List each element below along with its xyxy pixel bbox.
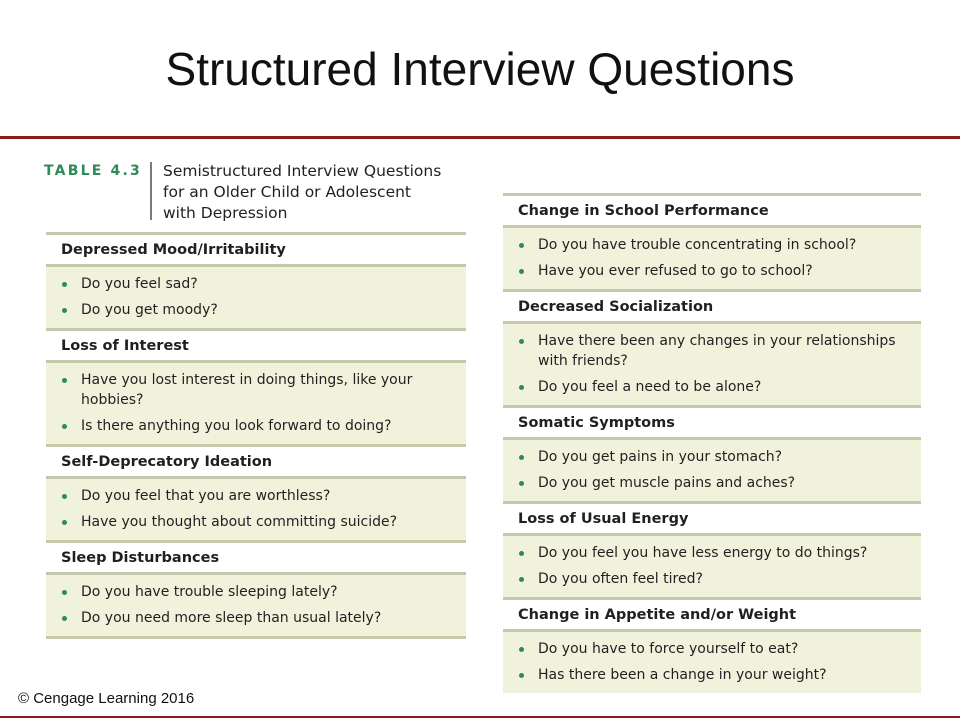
section-questions	[46, 267, 466, 331]
question-item	[503, 662, 921, 688]
footer-divider	[0, 716, 960, 718]
question-text: Have you lost interest in doing things, like your hobbies?	[81, 372, 413, 408]
question-item	[503, 444, 921, 470]
copyright-notice: © Cengage Learning 2016	[18, 690, 195, 707]
question-item	[46, 509, 466, 535]
question-text: Do you get muscle pains and aches?	[538, 475, 796, 491]
table-right-column	[503, 193, 921, 693]
section-questions	[503, 440, 921, 504]
question-item	[503, 566, 921, 592]
question-text: Have you ever refused to go to school?	[538, 263, 813, 279]
table-caption-line: with Depression	[163, 204, 288, 222]
section-heading: Decreased Socialization	[503, 292, 921, 324]
question-text: Do you need more sleep than usual lately?	[81, 610, 382, 626]
question-item	[46, 605, 466, 631]
section-questions	[503, 632, 921, 693]
question-text: Do you have trouble concentrating in school?	[538, 237, 857, 253]
question-text: Do you feel you have less energy to do things?	[538, 545, 868, 561]
question-text: Have there been any changes in your relationships with friends?	[538, 333, 896, 369]
question-item	[503, 232, 921, 258]
table-caption-line: Semistructured Interview Questions	[163, 162, 442, 180]
bullet-icon	[519, 647, 524, 652]
bullet-icon	[519, 673, 524, 678]
question-text: Do you feel sad?	[81, 276, 198, 292]
bullet-icon	[62, 590, 67, 595]
table-number: TABLE 4.3	[44, 163, 142, 179]
bullet-icon	[519, 269, 524, 274]
question-item	[46, 483, 466, 509]
table-left-column	[46, 232, 466, 639]
bullet-icon	[519, 481, 524, 486]
table-caption-divider	[150, 162, 152, 220]
question-text: Do you feel that you are worthless?	[81, 488, 331, 504]
bullet-icon	[519, 243, 524, 248]
slide-title: Structured Interview Questions	[165, 43, 795, 95]
bullet-icon	[519, 577, 524, 582]
section-questions	[46, 575, 466, 639]
bullet-icon	[62, 616, 67, 621]
question-text: Do you get moody?	[81, 302, 218, 318]
question-item	[503, 258, 921, 284]
question-item	[46, 271, 466, 297]
bullet-icon	[62, 424, 67, 429]
bullet-icon	[62, 308, 67, 313]
question-text: Do you feel a need to be alone?	[538, 379, 762, 395]
question-text: Do you have trouble sleeping lately?	[81, 584, 338, 600]
section-heading: Change in School Performance	[503, 196, 921, 228]
bullet-icon	[62, 282, 67, 287]
question-text: Do you often feel tired?	[538, 571, 703, 587]
bullet-icon	[519, 455, 524, 460]
section-heading: Loss of Usual Energy	[503, 504, 921, 536]
section-heading: Somatic Symptoms	[503, 408, 921, 440]
question-item	[46, 413, 466, 439]
question-item	[503, 636, 921, 662]
question-text: Is there anything you look forward to doing?	[81, 418, 392, 434]
question-item	[46, 579, 466, 605]
bullet-icon	[519, 385, 524, 390]
section-heading: Loss of Interest	[46, 331, 466, 363]
section-questions	[46, 363, 466, 447]
section-heading: Self-Deprecatory Ideation	[46, 447, 466, 479]
bullet-icon	[62, 520, 67, 525]
question-text: Have you thought about committing suicide?	[81, 514, 398, 530]
question-item	[503, 540, 921, 566]
bullet-icon	[62, 494, 67, 499]
section-heading: Sleep Disturbances	[46, 543, 466, 575]
section-heading: Change in Appetite and/or Weight	[503, 600, 921, 632]
section-heading: Depressed Mood/Irritability	[46, 235, 466, 267]
bullet-icon	[519, 339, 524, 344]
section-questions	[46, 479, 466, 543]
question-item	[46, 297, 466, 323]
question-text: Do you have to force yourself to eat?	[538, 641, 799, 657]
section-questions	[503, 228, 921, 292]
question-text: Do you get pains in your stomach?	[538, 449, 783, 465]
bullet-icon	[62, 378, 67, 383]
question-item	[46, 367, 466, 413]
question-item	[503, 374, 921, 400]
section-questions	[503, 536, 921, 600]
table-caption-line: for an Older Child or Adolescent	[163, 183, 412, 201]
title-divider	[0, 136, 960, 139]
question-item	[503, 470, 921, 496]
question-item	[503, 328, 921, 374]
question-text: Has there been a change in your weight?	[538, 667, 827, 683]
bullet-icon	[519, 551, 524, 556]
section-questions	[503, 324, 921, 408]
table-caption	[163, 161, 441, 224]
